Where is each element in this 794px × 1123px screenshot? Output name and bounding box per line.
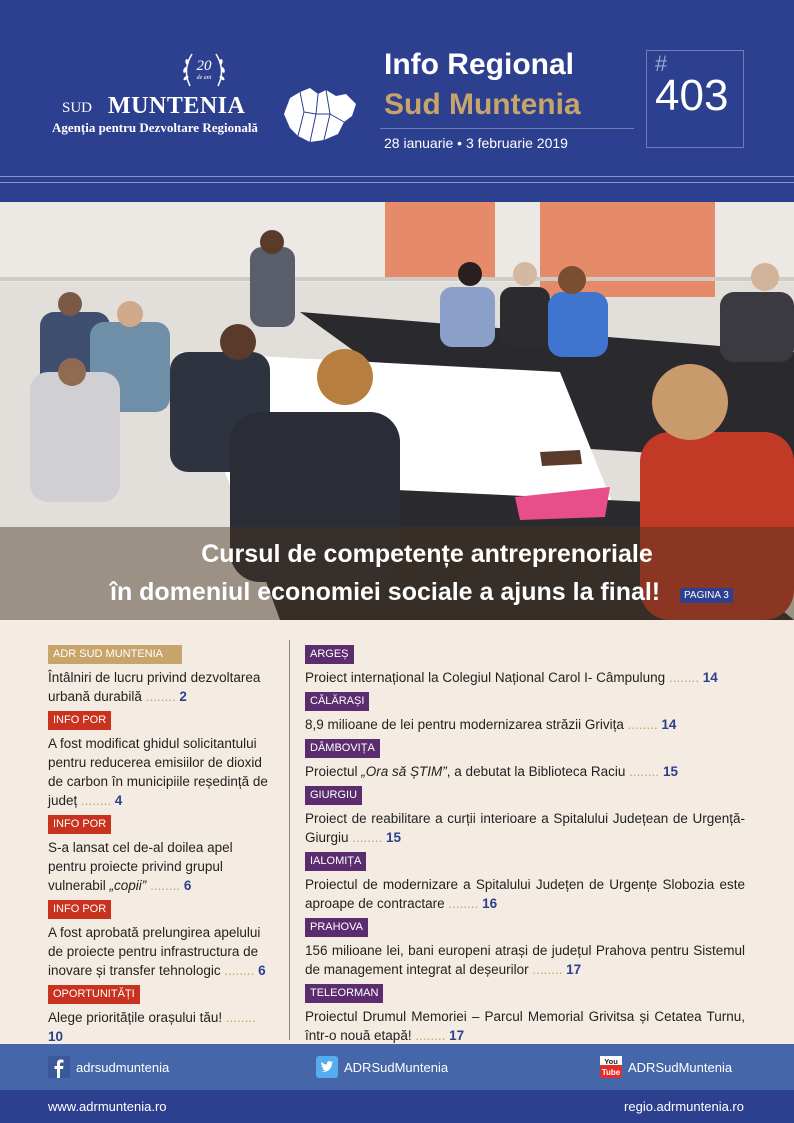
entry-title: Alege prioritățile orașului tău!: [48, 1010, 223, 1025]
entry-page-number: 16: [482, 896, 498, 911]
leader-dots: ........: [77, 793, 115, 808]
entry-page-number: 17: [566, 962, 582, 977]
contents-entry[interactable]: [305, 1007, 745, 1045]
youtube-icon-text-bottom: Tube: [601, 1068, 621, 1077]
contents-entry[interactable]: [48, 923, 270, 980]
leader-dots: ........: [528, 962, 567, 977]
twitter-handle: ADRSudMuntenia: [344, 1059, 449, 1075]
entry-title: A fost modificat ghidul solicitantului pentru reducerea emisiilor de dioxid de carbon în municipiile reședință de județ: [48, 736, 268, 808]
entry-page-number: 4: [114, 793, 123, 808]
feature-page-ref[interactable]: PAGINA 3: [680, 588, 733, 603]
facebook-link[interactable]: [48, 1056, 169, 1078]
section-tag: ARGEȘ: [305, 645, 354, 664]
section-tag: TELEORMAN: [305, 984, 383, 1003]
entry-page-number: 6: [183, 878, 192, 893]
contents-entry[interactable]: [48, 734, 270, 810]
leader-dots: ........: [444, 896, 483, 911]
entry-title: Proiect de reabilitare a curții interioare a Spitalului Județean de Urgență- Giurgiu: [305, 811, 745, 845]
logo-muntenia: MUNTENIA: [108, 93, 246, 119]
entry-title: Proiectul: [305, 764, 362, 779]
anniversary-wreath-icon: [180, 48, 228, 92]
section-tag: GIURGIU: [305, 786, 362, 805]
entry-page-number: 10: [48, 1029, 64, 1044]
youtube-handle: ADRSudMuntenia: [628, 1059, 733, 1075]
section-tag: IALOMIȚA: [305, 852, 366, 871]
entry-page-number: 14: [702, 670, 718, 685]
contents-entry[interactable]: [305, 875, 745, 913]
twitter-link[interactable]: [316, 1056, 448, 1078]
contents-entry[interactable]: [305, 941, 745, 979]
entry-title-after: , a debutat la Biblioteca Raciu: [446, 764, 626, 779]
entry-page-number: 15: [662, 764, 678, 779]
stripe-line: [0, 176, 794, 177]
logo-agency-name: Agenția pentru Dezvoltare Regională: [52, 120, 258, 135]
leader-dots: ........: [625, 764, 663, 779]
leader-dots: ........: [623, 717, 662, 732]
issue-date: 28 ianuarie • 3 februarie 2019: [384, 135, 568, 151]
issue-hash: #: [655, 51, 668, 76]
section-tag: INFO POR: [48, 815, 111, 834]
logo-sud: SUD: [62, 100, 93, 116]
section-tag: PRAHOVA: [305, 918, 368, 937]
leader-dots: ........: [348, 830, 387, 845]
contents-entry[interactable]: [48, 668, 270, 706]
section-tag: INFO POR: [48, 711, 111, 730]
leader-dots: ........: [141, 689, 180, 704]
leader-dots: ........: [220, 963, 259, 978]
twitter-icon: [316, 1056, 338, 1078]
newsletter-title: Info Regional: [384, 48, 574, 81]
facebook-icon: [48, 1056, 70, 1078]
footer-bar: [0, 1090, 794, 1123]
contents-entry[interactable]: [48, 838, 270, 895]
regio-website-link[interactable]: regio.adrmuntenia.ro: [624, 1099, 744, 1114]
section-tag: OPORTUNITĂȚI: [48, 985, 140, 1004]
section-tag: INFO POR: [48, 900, 111, 919]
entry-title-italic: „copii”: [109, 878, 147, 893]
website-link[interactable]: www.adrmuntenia.ro: [48, 1099, 167, 1114]
leader-dots: ........: [146, 878, 184, 893]
entry-title: Proiectul Drumul Memoriei – Parcul Memorial Grivitsa și Cetatea Turnu, într-o nouă etapă!: [305, 1009, 745, 1043]
header-divider: [380, 128, 634, 129]
section-tag: CĂLĂRAȘI: [305, 692, 369, 711]
header-stripe: [0, 170, 794, 202]
entry-page-number: 6: [258, 963, 266, 978]
leader-dots: ........: [222, 1010, 256, 1025]
entry-title: S-a lansat cel de-al doilea apel pentru proiecte privind grupul vulnerabil: [48, 840, 233, 893]
entry-page-number: 2: [179, 689, 187, 704]
anniversary-years-sub: de ani: [196, 75, 212, 81]
stripe-line: [0, 182, 794, 183]
header-band: [0, 0, 794, 170]
contents-right-column: [305, 644, 745, 1049]
leader-dots: ........: [411, 1028, 450, 1043]
section-tag: DÂMBOVIȚA: [305, 739, 380, 758]
issue-number: 403: [655, 71, 729, 120]
feature-headline-line2: în domeniul economiei sociale a ajuns la final!: [110, 578, 661, 606]
facebook-handle: adrsudmuntenia: [76, 1059, 170, 1075]
leader-dots: ........: [665, 670, 703, 685]
entry-page-number: 14: [661, 717, 677, 732]
entry-title: Întâlniri de lucru privind dezvoltarea urbană durabilă: [48, 670, 261, 704]
entry-title: Proiectul de modernizare a Spitalului Județen de Urgențe Slobozia este aproape de contractare: [305, 877, 745, 911]
social-bar: [0, 1044, 794, 1090]
contents-entry[interactable]: [305, 715, 745, 734]
section-tag: ADR SUD MUNTENIA: [48, 645, 182, 664]
contents-left-column: [48, 644, 270, 1050]
contents-entry[interactable]: [305, 809, 745, 847]
entry-title: A fost aprobată prelungirea apelului de proiecte pentru infrastructura de inovare și transfer tehnologic: [48, 925, 261, 978]
newsletter-subtitle: Sud Muntenia: [384, 88, 581, 121]
feature-headline-line1: Cursul de competențe antreprenoriale: [201, 540, 653, 568]
entry-title: 8,9 milioane de lei pentru modernizarea străzii Grivița: [305, 717, 624, 732]
contents-entry[interactable]: [305, 762, 745, 781]
region-map-icon: [280, 84, 360, 146]
youtube-icon: [600, 1056, 622, 1078]
issue-number-box: [646, 50, 744, 148]
entry-title: Proiect internațional la Colegiul Național Carol I- Câmpulung: [305, 670, 666, 685]
column-separator: [289, 640, 290, 1040]
contents-entry[interactable]: [48, 1008, 270, 1046]
youtube-link[interactable]: [600, 1056, 732, 1078]
entry-page-number: 15: [386, 830, 402, 845]
anniversary-years: 20: [196, 58, 212, 74]
youtube-icon-text-top: You: [604, 1057, 618, 1066]
entry-title-italic: „Ora să ȘTIM”: [361, 764, 447, 779]
entry-title: 156 milioane lei, bani europeni atrași de județul Prahova pentru Sistemul de management integrat al deșeurilor: [305, 943, 745, 977]
entry-page-number: 17: [449, 1028, 465, 1043]
contents-entry[interactable]: [305, 668, 745, 687]
